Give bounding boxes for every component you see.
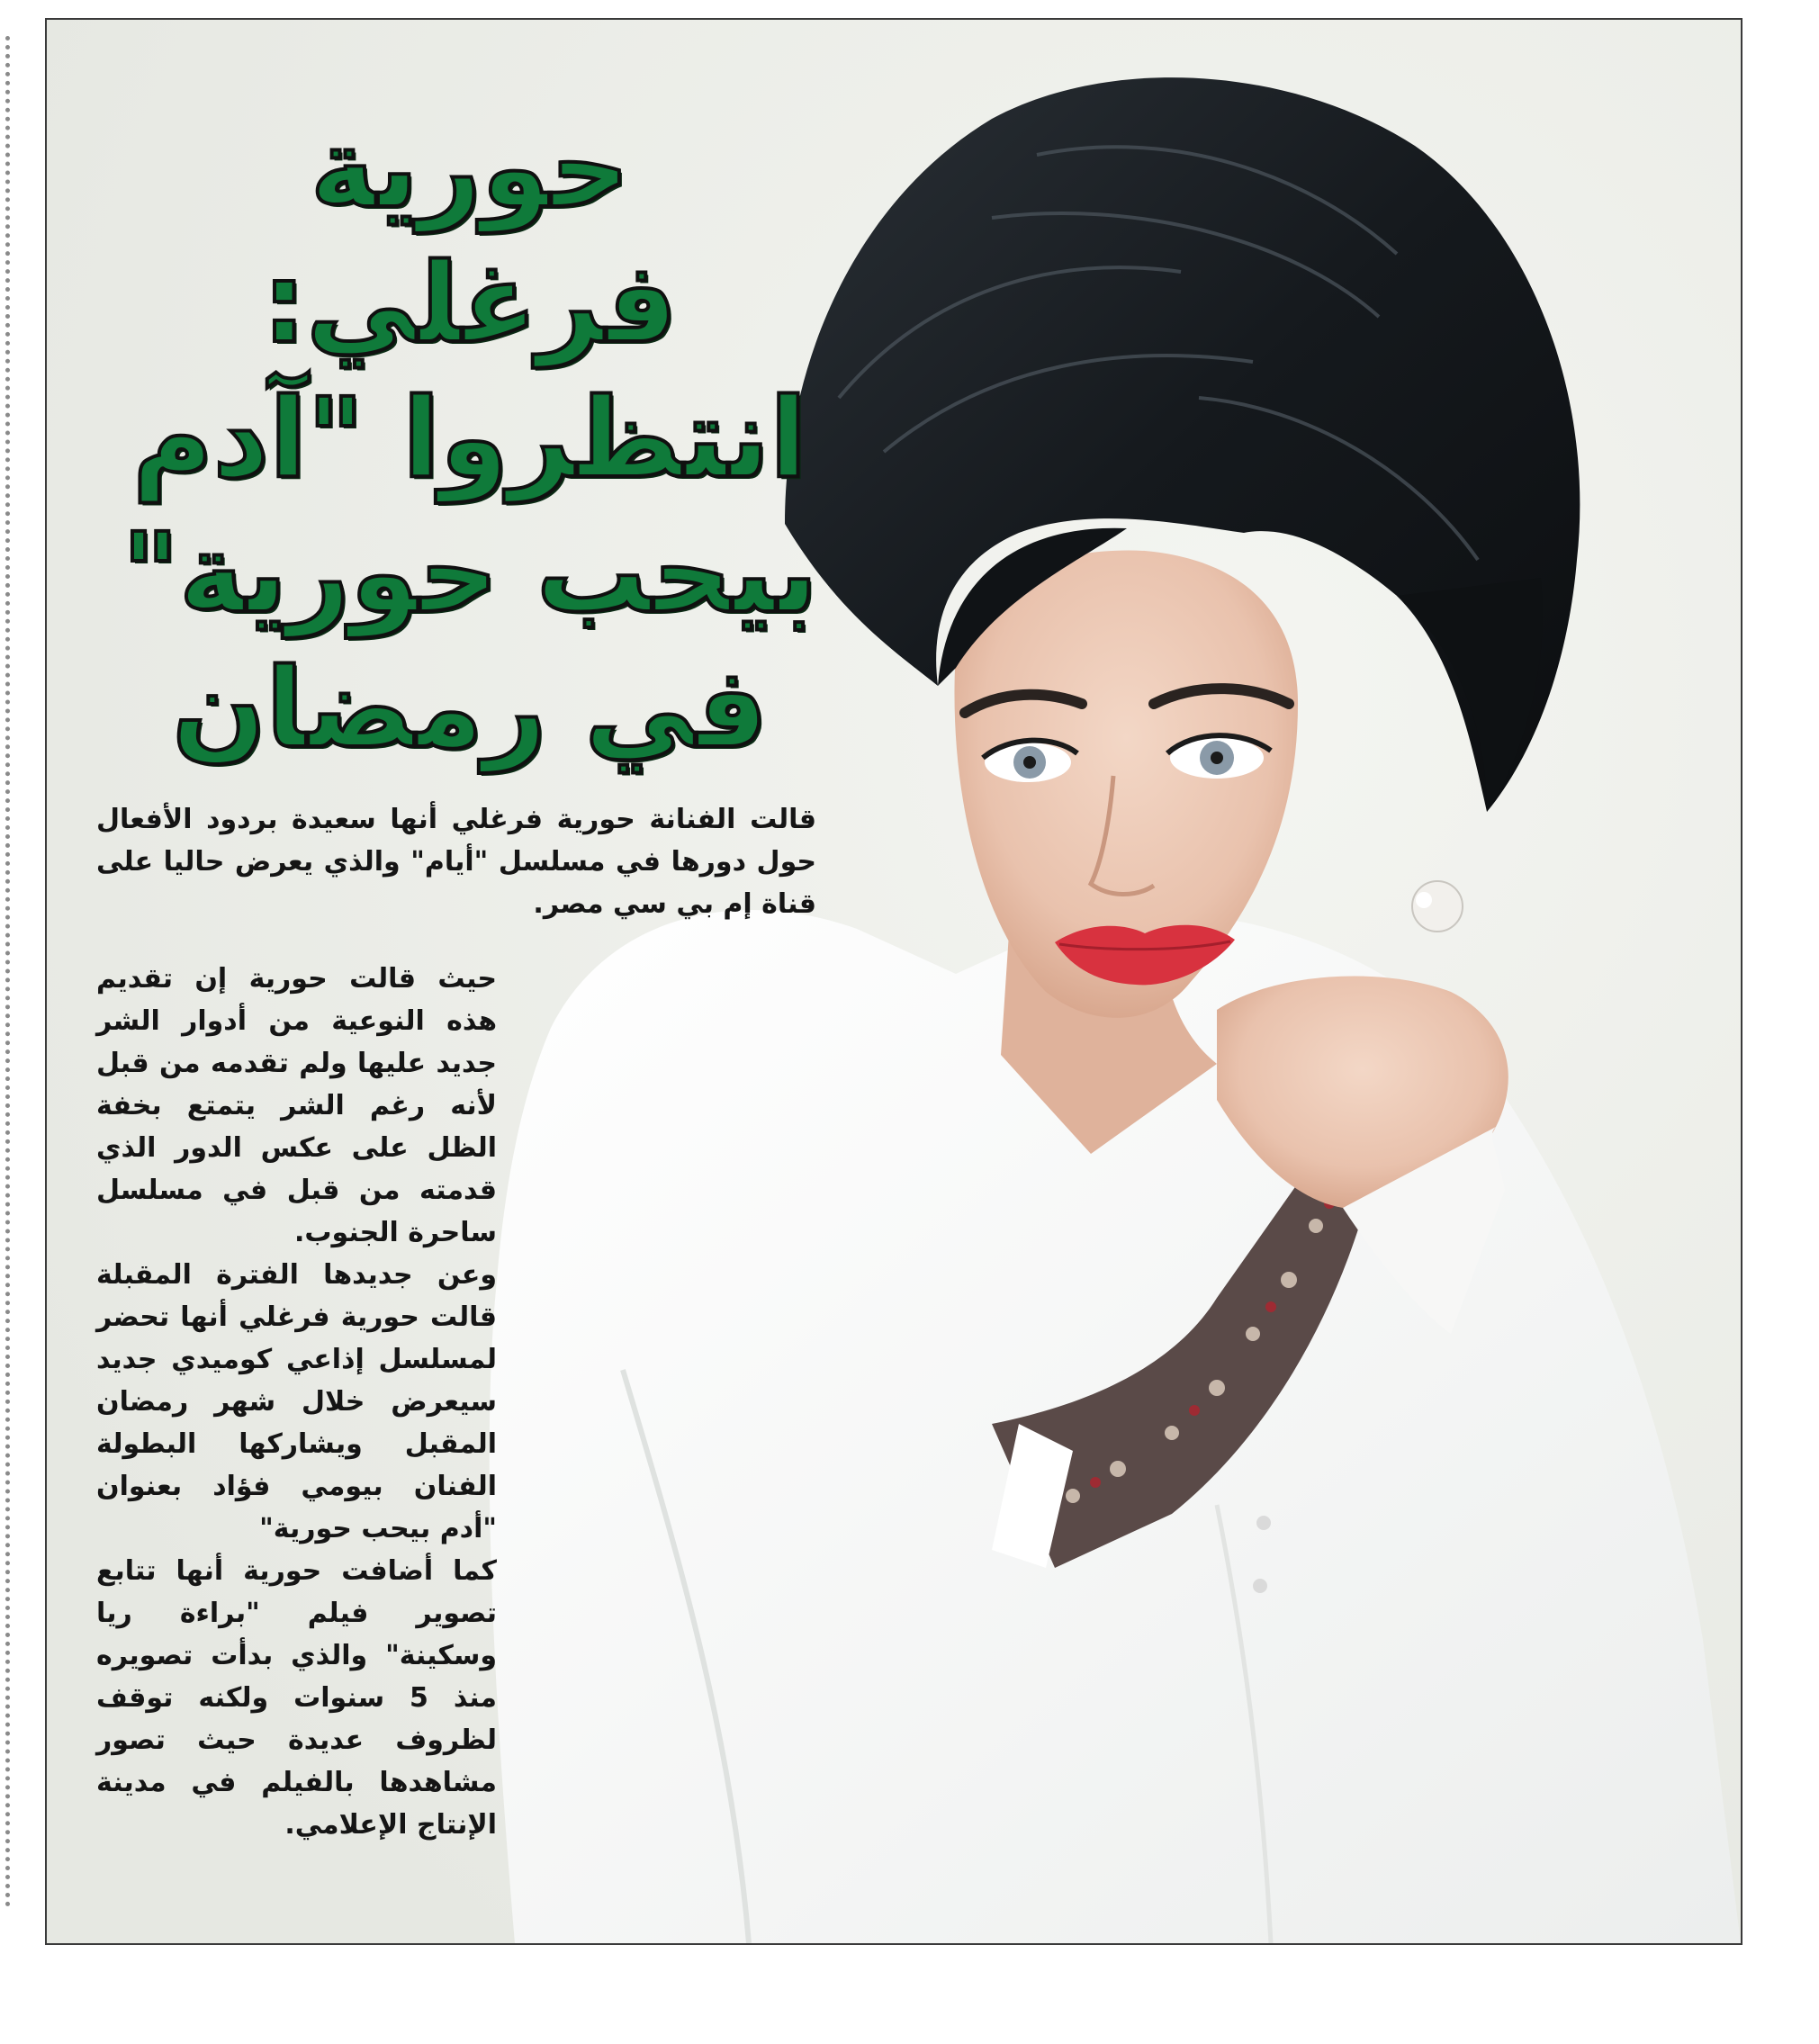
article-frame <box>45 18 1742 1945</box>
margin-dotted-rule <box>5 36 10 1908</box>
intro-paragraph: قالت الفنانة حورية فرغلي أنها سعيدة بردود الأفعال حول دورها في مسلسل "أيام" والذي يعرض حاليا على قناة إم بي سي مصر. <box>96 804 816 920</box>
article-body <box>96 958 497 1846</box>
headline-line-4: في رمضان <box>172 644 768 772</box>
body-paragraph-3: كما أضافت حورية أنها تتابع تصوير فيلم "براءة ريا وسكينة" والذي بدأت تصويره منذ 5 سنوات ولكنه توقف لظروف عديدة حيث تصور مشاهدها بالفيلم في مدينة الإنتاج الإعلامي. <box>96 1555 498 1841</box>
headline-line-3: بيحب حورية" <box>122 509 818 637</box>
article-intro <box>96 798 816 925</box>
body-paragraph-1: حيث قالت حورية إن تقديم هذه النوعية من أدوار الشر جديد عليها ولم تقدمه من قبل لأنه رغم الشر يتمتع بخفة الظل على عكس الدور الذي قدمته من قبل في مسلسل ساحرة الجنوب. <box>96 963 497 1248</box>
body-paragraph-2: وعن جديدها الفترة المقبلة قالت حورية فرغلي أنها تحضر لمسلسل إذاعي كوميدي جديد سيعرض خلال شهر رمضان المقبل ويشاركها البطولة الفنان بيومي فؤاد بعنوان "أدم بيحب حورية" <box>96 1259 497 1544</box>
headline-line-2: انتظروا "آدم <box>132 374 807 502</box>
headline-line-1: حورية فرغلي: <box>262 104 678 367</box>
headline <box>119 101 821 776</box>
